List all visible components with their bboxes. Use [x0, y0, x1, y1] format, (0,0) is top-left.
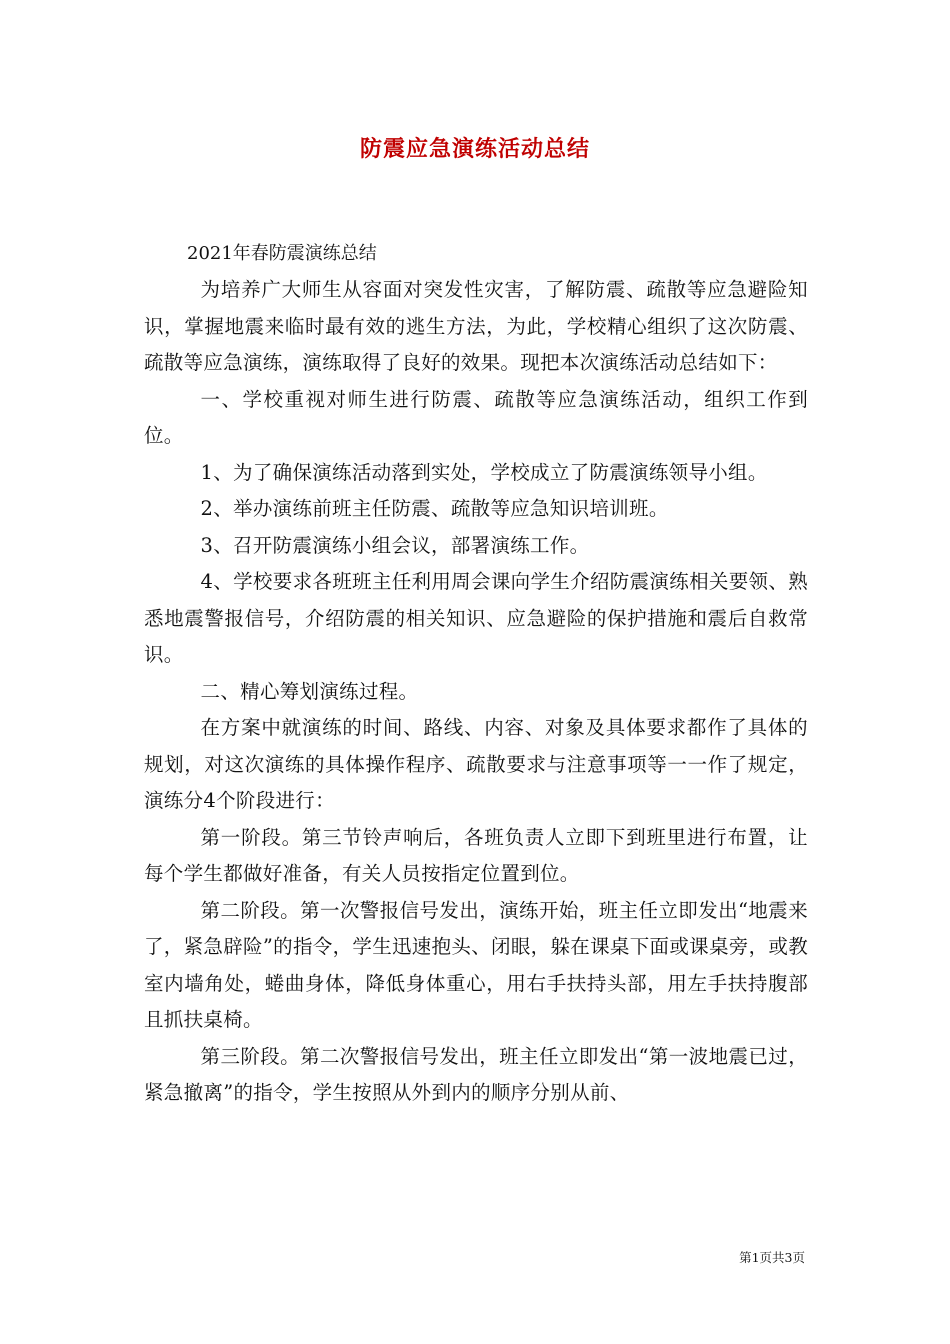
paragraph-item-3: 3、召开防震演练小组会议，部署演练工作。 [200, 533, 590, 557]
page-number: 第1页共3页 [739, 1250, 805, 1265]
paragraph-section-2-heading: 二、精心筹划演练过程。 [200, 679, 419, 703]
document-title: 防震应急演练活动总结 [359, 136, 590, 162]
document-body [144, 236, 808, 1112]
paragraph-item-2: 2、举办演练前班主任防震、疏散等应急知识培训班。 [200, 497, 669, 520]
paragraph-stage-1: 第一阶段。第三节铃声响后，各班负责人立即下到班里进行布置，让每个学生都做好准备，有关人员按指定位置到位。 [144, 825, 808, 885]
paragraph-item-1: 1、为了确保演练活动落到实处，学校成立了防震演练领导小组。 [200, 460, 768, 484]
paragraph-stage-2: 第二阶段。第一次警报信号发出，演练开始，班主任立即发出“地震来了，紧急辟险”的指令，学生迅速抱头、闭眼，躲在课桌下面或课桌旁，或教室内墙角处，蜷曲身体，降低身体重心，用右手扶持头部，用左手扶持腹部且抓扶桌椅。 [144, 898, 808, 1031]
paragraph-plan: 在方案中就演练的时间、路线、内容、对象及具体要求都作了具体的规划，对这次演练的具体操作程序、疏散要求与注意事项等一一作了规定，演练分4个阶段进行： [144, 716, 808, 812]
paragraph-item-4: 4、学校要求各班班主任利用周会课向学生介绍防震演练相关要领、熟悉地震警报信号，介绍防震的相关知识、应急避险的保护措施和震后自救常识。 [144, 570, 808, 666]
paragraph-intro: 为培养广大师生从容面对突发性灾害，了解防震、疏散等应急避险知识，掌握地震来临时最有效的逃生方法，为此，学校精心组织了这次防震、疏散等应急演练，演练取得了良好的效果。现把本次演练活动总结如下： [144, 278, 808, 374]
paragraph-stage-3: 第三阶段。第二次警报信号发出，班主任立即发出“第一波地震已过，紧急撤离”的指令，学生按照从外到内的顺序分别从前、 [144, 1044, 808, 1104]
document-subtitle: 2021年春防震演练总结 [187, 243, 377, 264]
paragraph-section-1-heading: 一、学校重视对师生进行防震、疏散等应急演练活动，组织工作到位。 [144, 387, 808, 447]
